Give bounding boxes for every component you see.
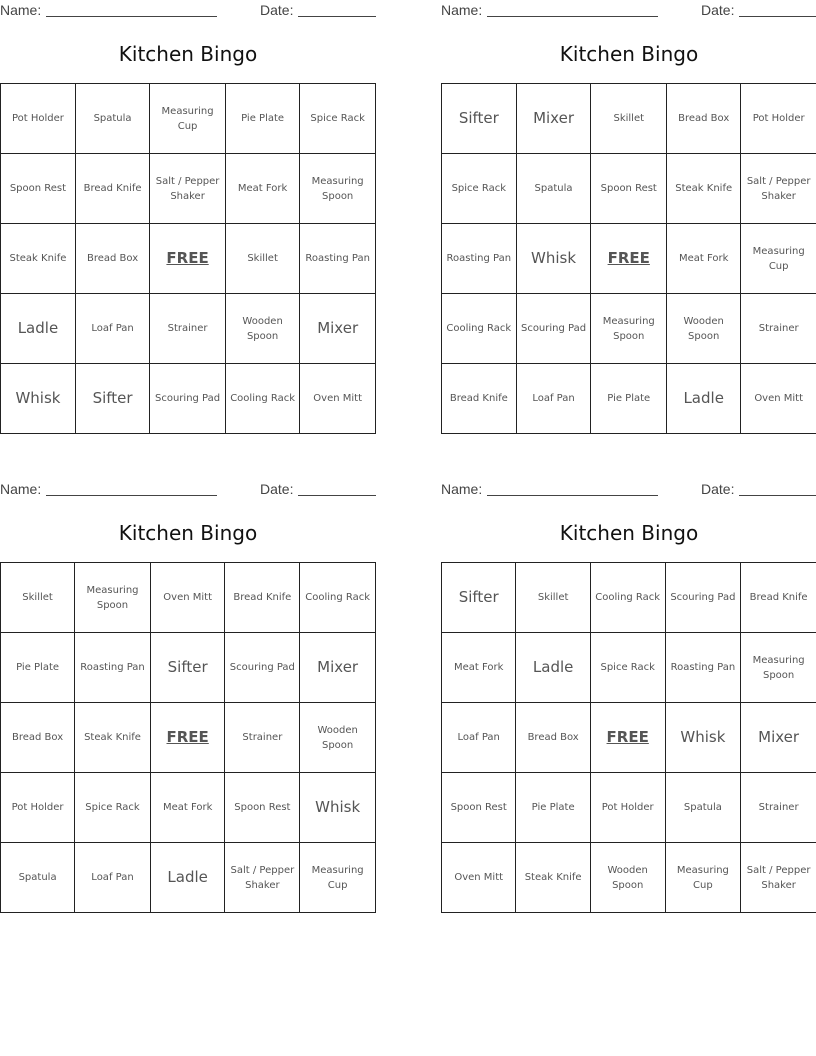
bingo-card-3: [0, 479, 376, 891]
bingo-cell: Measuring Cup: [300, 843, 376, 913]
bingo-cell: Sifter: [442, 84, 517, 154]
bingo-cell: Wooden Spoon: [300, 703, 376, 773]
bingo-row: [1, 224, 376, 294]
bingo-row: [1, 703, 376, 773]
bingo-cell: Loaf Pan: [75, 843, 151, 913]
name-blank-line: [46, 16, 217, 17]
bingo-cell: Oven Mitt: [741, 364, 816, 434]
bingo-row: [442, 773, 816, 843]
bingo-cell: Spatula: [516, 154, 591, 224]
bingo-cell: Steak Knife: [516, 843, 590, 913]
bingo-cell: Loaf Pan: [75, 294, 149, 364]
bingo-cell: Pot Holder: [1, 773, 75, 843]
bingo-cell: Skillet: [591, 84, 667, 154]
bingo-cell: Pie Plate: [516, 773, 590, 843]
bingo-cell: Measuring Spoon: [591, 294, 667, 364]
bingo-cell: Roasting Pan: [442, 224, 517, 294]
bingo-cell: Cooling Rack: [590, 563, 665, 633]
bingo-cell: Salt / Pepper Shaker: [225, 843, 300, 913]
bingo-cell: Ladle: [150, 843, 225, 913]
name-date-row: [441, 0, 816, 22]
bingo-cell: Sifter: [442, 563, 516, 633]
bingo-cell: Spatula: [75, 84, 149, 154]
name-date-row: [441, 479, 816, 501]
bingo-cell: Ladle: [516, 633, 590, 703]
bingo-cell: Skillet: [225, 224, 299, 294]
bingo-cell: Spoon Rest: [442, 773, 516, 843]
bingo-cell: Sifter: [150, 633, 225, 703]
bingo-cell: Oven Mitt: [300, 364, 376, 434]
date-label: Date:: [260, 2, 294, 18]
bingo-cell: Spoon Rest: [1, 154, 76, 224]
free-space-cell: FREE: [150, 224, 226, 294]
date-blank-line: [739, 16, 816, 17]
bingo-cell: Spoon Rest: [591, 154, 667, 224]
bingo-cell: Salt / Pepper Shaker: [741, 843, 816, 913]
bingo-row: [442, 633, 816, 703]
bingo-row: [442, 843, 816, 913]
name-label: Name:: [0, 481, 42, 497]
bingo-cell: Whisk: [1, 364, 76, 434]
bingo-cell: Roasting Pan: [75, 633, 151, 703]
name-label: Name:: [441, 2, 483, 18]
date-label: Date:: [701, 2, 735, 18]
bingo-cell: Wooden Spoon: [590, 843, 665, 913]
name-date-row: [0, 0, 376, 22]
free-space-cell: FREE: [591, 224, 667, 294]
name-date-row: [0, 479, 376, 501]
bingo-cell: Bread Box: [667, 84, 741, 154]
bingo-cell: Strainer: [741, 773, 816, 843]
bingo-card-2: [441, 0, 816, 407]
bingo-cell: Cooling Rack: [225, 364, 299, 434]
bingo-cell: Loaf Pan: [516, 364, 591, 434]
bingo-cell: Bread Box: [1, 703, 75, 773]
bingo-cell: Measuring Spoon: [741, 633, 816, 703]
bingo-row: [1, 294, 376, 364]
bingo-cell: Scouring Pad: [150, 364, 226, 434]
bingo-cell: Skillet: [1, 563, 75, 633]
bingo-cell: Scouring Pad: [665, 563, 741, 633]
card-title: Kitchen Bingo: [118, 42, 258, 66]
bingo-cell: Strainer: [741, 294, 816, 364]
bingo-cell: Measuring Spoon: [300, 154, 376, 224]
bingo-row: [442, 224, 816, 294]
bingo-row: [1, 84, 376, 154]
free-space-cell: FREE: [150, 703, 225, 773]
bingo-cell: Skillet: [516, 563, 590, 633]
name-blank-line: [46, 495, 217, 496]
bingo-cell: Strainer: [150, 294, 226, 364]
bingo-cell: Sifter: [75, 364, 149, 434]
bingo-cell: Mixer: [300, 633, 376, 703]
free-space-cell: FREE: [590, 703, 665, 773]
card-title: Kitchen Bingo: [559, 42, 699, 66]
bingo-cell: Whisk: [665, 703, 741, 773]
bingo-cell: Salt / Pepper Shaker: [741, 154, 816, 224]
bingo-cell: Cooling Rack: [442, 294, 517, 364]
bingo-cell: Whisk: [516, 224, 591, 294]
bingo-card-1: [0, 0, 376, 407]
bingo-cell: Whisk: [300, 773, 376, 843]
bingo-cell: Salt / Pepper Shaker: [150, 154, 226, 224]
bingo-cell: Scouring Pad: [225, 633, 300, 703]
bingo-cell: Spatula: [1, 843, 75, 913]
name-label: Name:: [0, 2, 42, 18]
bingo-cell: Bread Box: [516, 703, 590, 773]
bingo-cell: Pie Plate: [225, 84, 299, 154]
bingo-cell: Pot Holder: [590, 773, 665, 843]
bingo-cell: Bread Knife: [442, 364, 517, 434]
bingo-cell: Loaf Pan: [442, 703, 516, 773]
bingo-row: [442, 294, 816, 364]
date-label: Date:: [260, 481, 294, 497]
bingo-cell: Pot Holder: [1, 84, 76, 154]
bingo-cell: Roasting Pan: [300, 224, 376, 294]
bingo-cell: Wooden Spoon: [225, 294, 299, 364]
bingo-cell: Spoon Rest: [225, 773, 300, 843]
bingo-cell: Cooling Rack: [300, 563, 376, 633]
bingo-grid: [0, 562, 376, 913]
bingo-cell: Spice Rack: [442, 154, 517, 224]
bingo-cell: Wooden Spoon: [667, 294, 741, 364]
bingo-cell: Steak Knife: [667, 154, 741, 224]
bingo-row: [442, 364, 816, 434]
date-label: Date:: [701, 481, 735, 497]
bingo-cell: Oven Mitt: [150, 563, 225, 633]
bingo-cell: Ladle: [667, 364, 741, 434]
bingo-card-4: [441, 479, 816, 891]
bingo-cell: Mixer: [741, 703, 816, 773]
bingo-cell: Pie Plate: [1, 633, 75, 703]
bingo-cell: Pie Plate: [591, 364, 667, 434]
bingo-cell: Meat Fork: [667, 224, 741, 294]
bingo-row: [442, 84, 816, 154]
date-blank-line: [739, 495, 816, 496]
bingo-row: [1, 364, 376, 434]
bingo-cell: Steak Knife: [75, 703, 151, 773]
bingo-cell: Roasting Pan: [665, 633, 741, 703]
bingo-row: [442, 703, 816, 773]
bingo-cell: Spice Rack: [590, 633, 665, 703]
bingo-cell: Ladle: [1, 294, 76, 364]
bingo-cell: Mixer: [516, 84, 591, 154]
bingo-row: [1, 773, 376, 843]
bingo-cell: Measuring Spoon: [75, 563, 151, 633]
date-blank-line: [298, 16, 376, 17]
card-title: Kitchen Bingo: [559, 521, 699, 545]
bingo-cell: Bread Knife: [225, 563, 300, 633]
bingo-row: [442, 563, 816, 633]
bingo-cell: Bread Knife: [741, 563, 816, 633]
bingo-cell: Measuring Cup: [150, 84, 226, 154]
bingo-cell: Mixer: [300, 294, 376, 364]
bingo-cell: Meat Fork: [225, 154, 299, 224]
bingo-cell: Scouring Pad: [516, 294, 591, 364]
bingo-cell: Strainer: [225, 703, 300, 773]
bingo-cell: Spice Rack: [300, 84, 376, 154]
name-label: Name:: [441, 481, 483, 497]
bingo-cell: Bread Box: [75, 224, 149, 294]
name-blank-line: [487, 495, 658, 496]
bingo-cell: Steak Knife: [1, 224, 76, 294]
bingo-row: [442, 154, 816, 224]
bingo-row: [1, 154, 376, 224]
name-blank-line: [487, 16, 658, 17]
bingo-cell: Measuring Cup: [665, 843, 741, 913]
bingo-grid: [441, 562, 816, 913]
bingo-cell: Bread Knife: [75, 154, 149, 224]
bingo-cell: Spatula: [665, 773, 741, 843]
date-blank-line: [298, 495, 376, 496]
bingo-grid: [441, 83, 816, 434]
bingo-row: [1, 843, 376, 913]
bingo-row: [1, 633, 376, 703]
bingo-cell: Spice Rack: [75, 773, 151, 843]
card-title: Kitchen Bingo: [118, 521, 258, 545]
bingo-grid: [0, 83, 376, 434]
bingo-cell: Pot Holder: [741, 84, 816, 154]
bingo-cell: Oven Mitt: [442, 843, 516, 913]
bingo-cell: Measuring Cup: [741, 224, 816, 294]
bingo-cell: Meat Fork: [150, 773, 225, 843]
bingo-cell: Meat Fork: [442, 633, 516, 703]
bingo-row: [1, 563, 376, 633]
